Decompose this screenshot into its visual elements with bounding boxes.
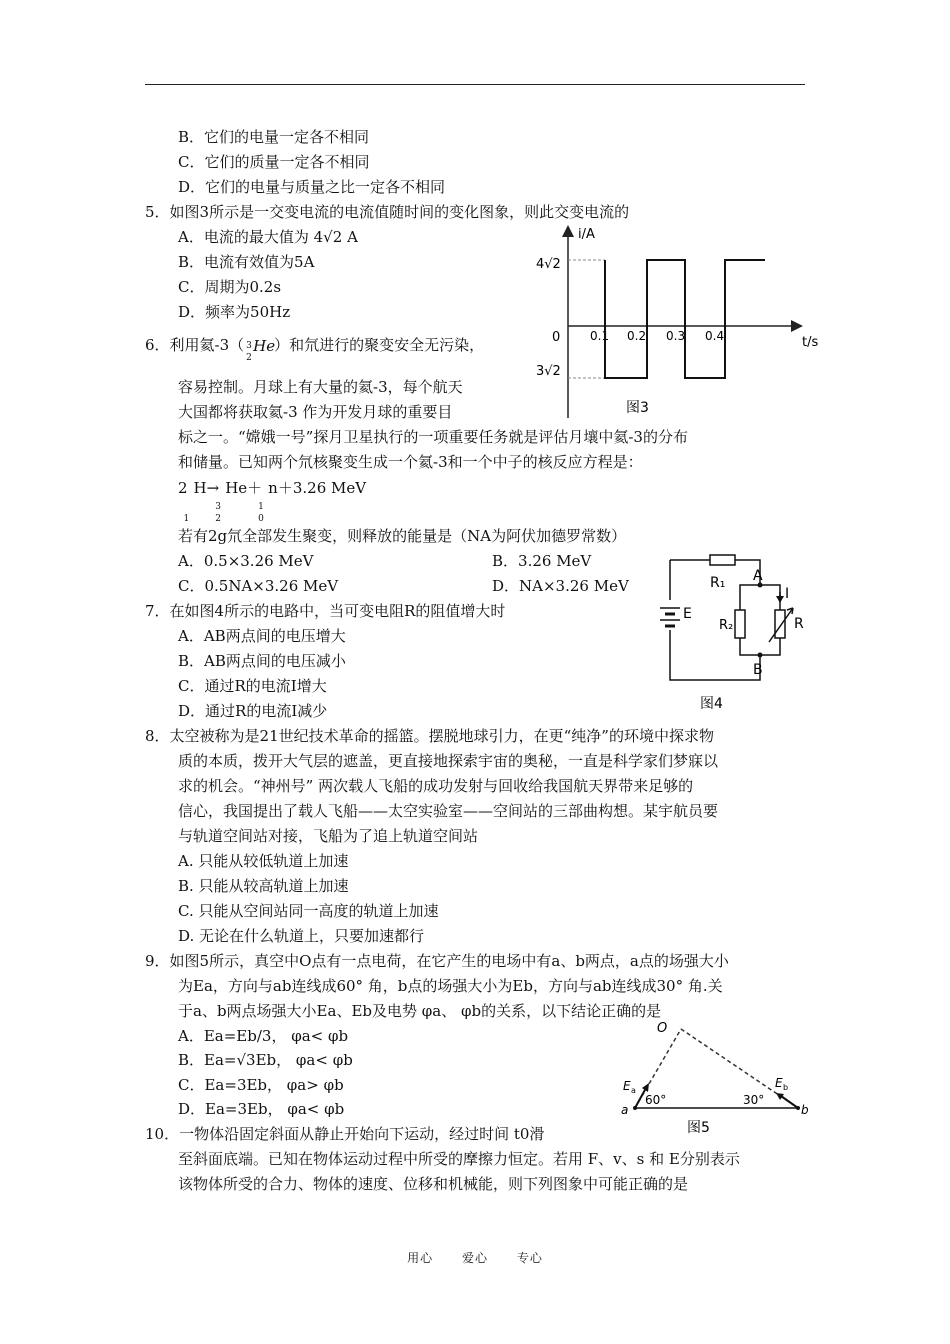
angle-a-label: 60° <box>645 1093 667 1107</box>
q7-option-a: A．AB两点间的电压增大 <box>178 627 346 645</box>
current-label: I <box>785 586 790 602</box>
tick-label-0.3: 0.3 <box>666 329 686 343</box>
q5-option-c: C．周期为0.2s <box>178 278 282 296</box>
q8-stem-line1: 8．太空被称为是21世纪技术革命的摇篮。摆脱地球引力，在更“纯净”的环境中探求物 <box>145 727 714 745</box>
q5-option-a-value: 4√2 <box>313 228 343 246</box>
battery-label: E <box>683 606 692 622</box>
q5-option-a-unit: A <box>347 228 358 246</box>
angle-b-label: 30° <box>743 1093 765 1107</box>
r1-label: R₁ <box>710 575 726 591</box>
figure-5-field-diagram <box>615 1020 815 1140</box>
q6-stem-line4: 标之一。“嫦娥一号”探月卫星执行的一项重要任务就是评估月壤中氦-3的分布 <box>178 428 688 446</box>
figure-3-caption: 图3 <box>626 400 649 416</box>
q5-stem: 5．如图3所示是一交变电流的电流值随时间的变化图象，则此交变电流的 <box>145 203 630 221</box>
q6-stem-line6: 若有2g氘全部发生聚变，则释放的能量是（NA为阿伏加德罗常数） <box>178 527 627 545</box>
point-b-dot <box>796 1106 800 1110</box>
q9-option-d: D．Ea=3Eb， φa< φb <box>178 1100 345 1118</box>
figure-4-circuit <box>655 550 815 725</box>
eq-sub-2: 2 <box>215 514 221 524</box>
q4-option-c: C．它们的质量一定各不相同 <box>178 153 370 171</box>
q10-stem-line3: 该物体所受的合力、物体的速度、位移和机械能，则下列图象中可能正确的是 <box>178 1175 689 1193</box>
q5-option-d: D．频率为50Hz <box>178 303 291 321</box>
r2-label: R₂ <box>719 618 734 633</box>
figure-5-caption: 图5 <box>687 1120 710 1136</box>
q6-stem-pre: 6．利用氦-3（ <box>145 336 245 354</box>
q6-option-b: B．3.26 MeV <box>492 552 592 570</box>
point-o-label: O <box>657 1021 668 1036</box>
field-vector-eb <box>781 1096 798 1108</box>
header-rule <box>145 84 805 85</box>
x-axis-label: t/s <box>802 335 819 350</box>
variable-resistor-label: R <box>794 616 804 632</box>
min-value-label: 3√2 <box>536 364 561 379</box>
q7-stem: 7．在如图4所示的电路中，当可变电阻R的阻值增大时 <box>145 602 506 620</box>
origin-label: 0 <box>552 330 561 345</box>
q10-stem-line2: 至斜面底端。已知在物体运动过程中所受的摩擦力恒定。若用 F、v、s 和 E分别表示 <box>178 1150 740 1168</box>
eq-sub-1: 1 <box>183 514 190 524</box>
q6-stem-line5: 和储量。已知两个氘核聚变生成一个氦-3和一个中子的核反应方程是： <box>178 453 643 471</box>
battery-icon <box>660 608 680 626</box>
footer-word-1: 用心 <box>407 1251 434 1265</box>
q6-stem-line1 <box>145 330 485 363</box>
q8-option-c: C. 只能从空间站同一高度的轨道上加速 <box>178 902 439 920</box>
tick-label-0.1: 0.1 <box>590 329 610 343</box>
eb-label: E <box>775 1076 783 1090</box>
q6-option-a: A．0.5×3.26 MeV <box>178 552 314 570</box>
eb-subscript: b <box>783 1083 789 1092</box>
q6-option-c: C．0.5NA×3.26 MeV <box>178 577 339 595</box>
q5-option-a <box>178 227 358 247</box>
q9-option-c: C．Ea=3Eb， φa> φb <box>178 1076 344 1094</box>
footer-word-2: 爱心 <box>461 1251 488 1265</box>
q6-option-d: D．NA×3.26 MeV <box>492 577 629 595</box>
tick-label-0.4: 0.4 <box>705 329 725 343</box>
point-a-dot <box>633 1106 637 1110</box>
eq-neutron-energy: n＋3.26 MeV <box>268 479 367 497</box>
node-a-label: A <box>753 568 763 584</box>
eq-coefficient: 2 <box>178 479 188 497</box>
ea-label: E <box>623 1079 631 1093</box>
q7-option-d: D．通过R的电流I减少 <box>178 702 328 720</box>
square-wave <box>605 260 765 378</box>
q7-option-c: C．通过R的电流I增大 <box>178 677 327 695</box>
point-a-label: a <box>621 1103 629 1117</box>
q4-option-b: B．它们的电量一定各不相同 <box>178 128 370 146</box>
q7-option-b: B．AB两点间的电压减小 <box>178 652 346 670</box>
q6-stem-line3: 大国都将获取氦-3 作为开发月球的重要目 <box>178 403 453 421</box>
q8-stem-line4: 信心，我国提出了载人飞船——太空实验室——空间站的三部曲构想。某宇航员要 <box>178 802 719 820</box>
q8-option-b: B. 只能从较高轨道上加速 <box>178 877 349 895</box>
ea-subscript: a <box>631 1086 636 1095</box>
fusion-equation: 2 1 H→ 3 2 He＋ 1 0 n＋3.26 MeV <box>178 478 366 510</box>
helium-symbol-text: He <box>253 337 276 355</box>
q9-option-a: A．Ea=Eb/3， φa< φb <box>178 1027 349 1045</box>
node-b-dot <box>758 653 763 658</box>
q9-stem-line3: 于a、b两点场强大小Ea、Eb及电势 φa、 φb的关系，以下结论正确的是 <box>178 1002 662 1020</box>
q9-stem-line1: 9．如图5所示，真空中O点有一点电荷，在它产生的电场中有a、b两点，a点的场强大小 <box>145 952 729 970</box>
q8-option-d: D. 无论在什么轨道上，只要加速都行 <box>178 927 425 945</box>
q10-stem-line1: 10．一物体沿固定斜面从静止开始向下运动，经过时间 t0滑 <box>145 1125 545 1143</box>
max-value-label: 4√2 <box>536 257 561 272</box>
tick-label-0.2: 0.2 <box>627 329 647 343</box>
q8-stem-line5: 与轨道空间站对接，飞船为了追上轨道空间站 <box>178 827 479 845</box>
eq-helium: He＋ <box>225 479 263 497</box>
footer-word-3: 专心 <box>516 1251 543 1265</box>
q8-option-a: A. 只能从较低轨道上加速 <box>178 852 349 870</box>
figure-3-current-graph <box>530 220 820 425</box>
eq-sub-3: 0 <box>258 514 264 524</box>
point-b-label: b <box>801 1103 809 1117</box>
page-footer <box>0 1249 950 1266</box>
eq-deuterium: H→ <box>193 479 220 497</box>
q6-stem-post: ）和氘进行的聚变安全无污染， <box>274 336 485 354</box>
figure-4-caption: 图4 <box>700 696 723 712</box>
q9-option-b: B．Ea=√3Eb， φa< φb <box>178 1051 353 1069</box>
helium-3-symbol: 3 2 He <box>246 337 276 363</box>
node-b-label: B <box>753 662 763 678</box>
y-axis-label: i/A <box>578 227 595 242</box>
q5-option-a-text: A．电流的最大值为 <box>178 228 309 246</box>
q4-option-d: D．它们的电量与质量之比一定各不相同 <box>178 178 446 196</box>
q9-stem-line2: 为Ea，方向与ab连线成60° 角，b点的场强大小为Eb，方向与ab连线成30° 角.关 <box>178 977 723 995</box>
current-arrow-icon <box>776 596 784 603</box>
q8-stem-line3: 求的机会。“神州号” 两次载人飞船的成功发射与回收给我国航天界带来足够的 <box>178 777 694 795</box>
q5-option-b: B．电流有效值为5A <box>178 253 315 271</box>
q6-stem-line2: 容易控制。月球上有大量的氦-3，每个航天 <box>178 378 463 396</box>
q8-stem-line2: 质的本质，拨开大气层的遮盖，更直接地探索宇宙的奥秘，一直是科学家们梦寐以 <box>178 752 719 770</box>
